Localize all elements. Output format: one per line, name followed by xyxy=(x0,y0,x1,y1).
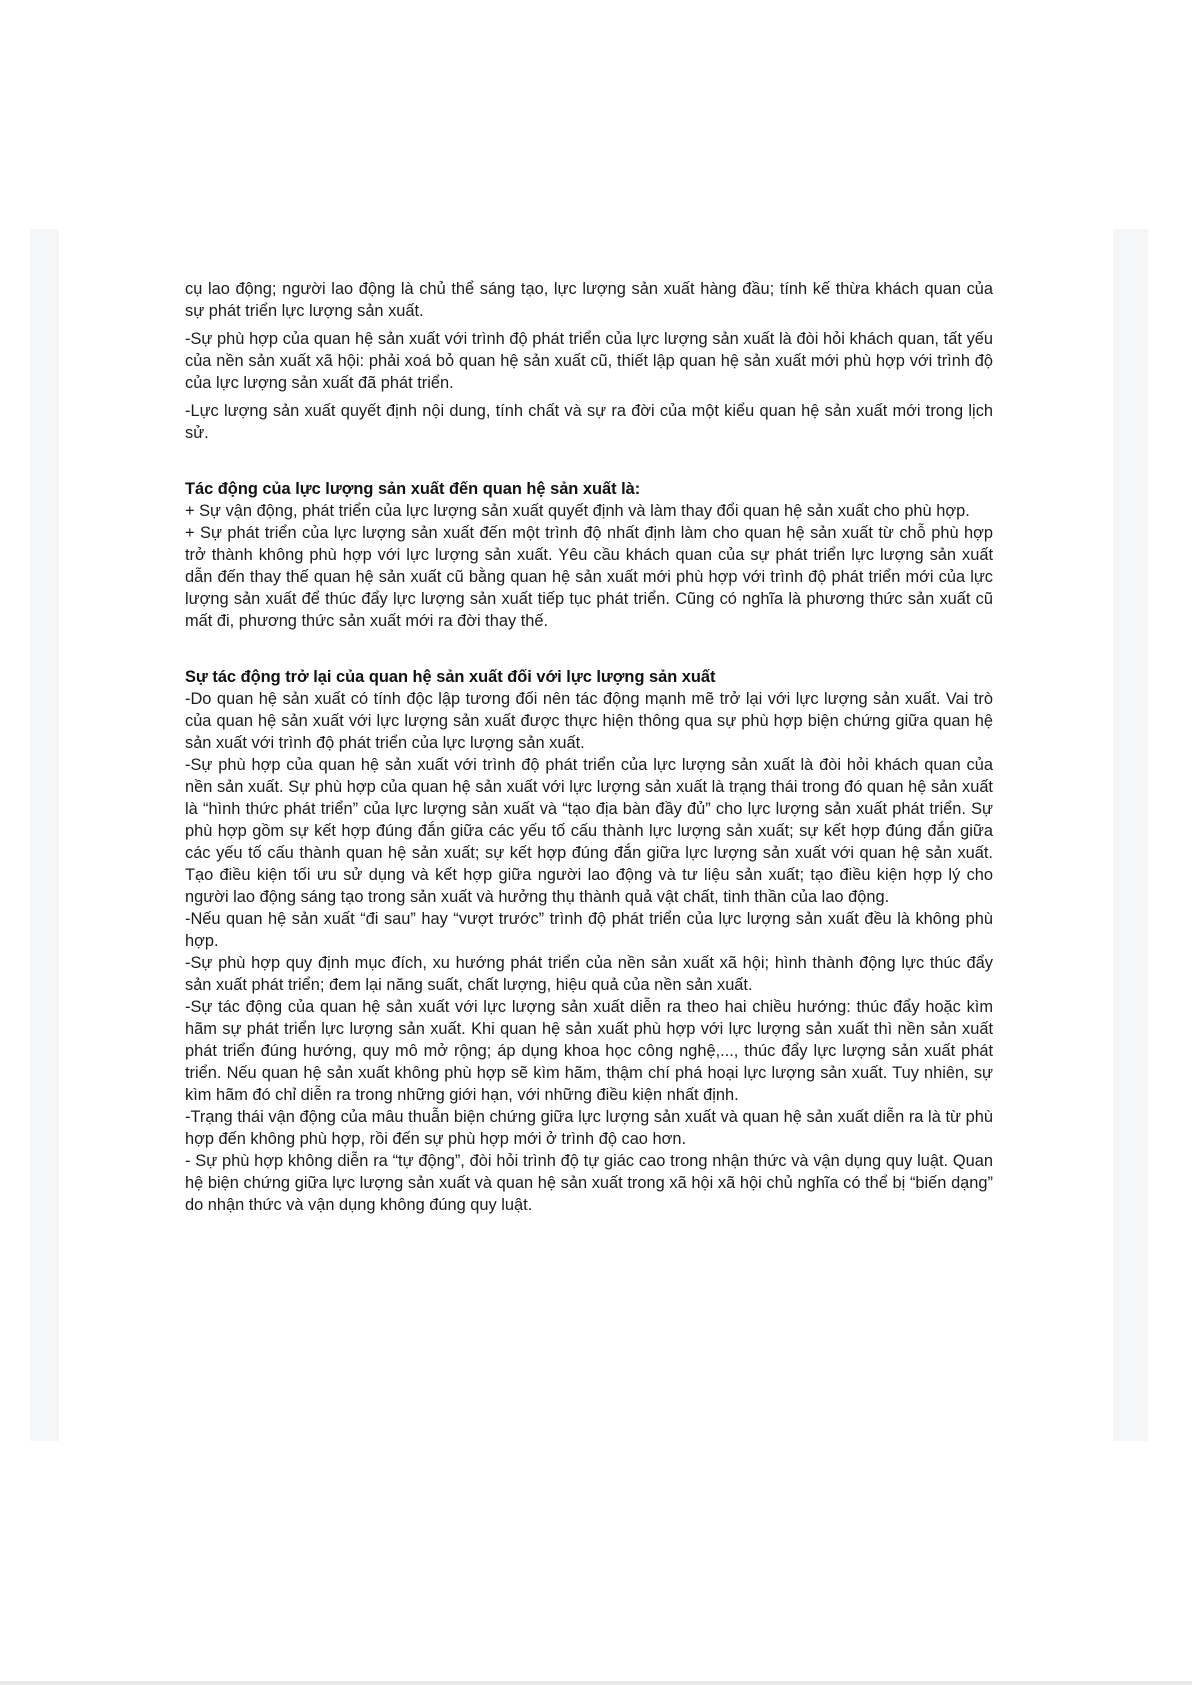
list-item: -Trạng thái vận động của mâu thuẫn biện chứng giữa lực lượng sản xuất và quan hệ sản xuất diễn ra là từ phù hợp đến không phù hợp, rồi đến sự phù hợp mới ở trình độ cao hơn. xyxy=(185,1108,993,1148)
list-item: -Sự phù hợp của quan hệ sản xuất với trình độ phát triển của lực lượng sản xuất là đòi hỏi khách quan của nền sản xuất. Sự phù hợp của quan hệ sản xuất với lực lượng sản xuất là trạng thái trong đó quan hệ sản xuất là “hình thức phát triển” của lực lượng sản xuất và “tạo địa bàn đầy đủ” cho lực lượng sản xuất phát triển. Sự phù hợp gồm sự kết hợp đúng đắn giữa các yếu tố cấu thành lực lượng sản xuất; sự kết hợp đúng đắn giữa các yếu tố cấu thành quan hệ sản xuất; sự kết hợp đúng đắn giữa lực lượng sản xuất với quan hệ sản xuất. Tạo điều kiện tối ưu sử dụng và kết hợp giữa người lao động và tư liệu sản xuất; tạo điều kiện hợp lý cho người lao động sáng tạo trong sản xuất và hưởng thụ thành quả vật chất, tinh thần của lao động. xyxy=(185,756,993,906)
list-item: + Sự vận động, phát triển của lực lượng sản xuất quyết định và làm thay đổi quan hệ sản xuất cho phù hợp. xyxy=(185,502,970,520)
list-item: + Sự phát triển của lực lượng sản xuất đến một trình độ nhất định làm cho quan hệ sản xuất từ chỗ phù hợp trở thành không phù hợp với lực lượng sản xuất. Yêu cầu khách quan của sự phát triển lực lượng sản xuất dẫn đến thay thế quan hệ sản xuất cũ bằng quan hệ sản xuất mới phù hợp với trình độ phát triển mới của lực lượng sản xuất để thúc đẩy lực lượng sản xuất tiếp tục phát triển. Cũng có nghĩa là phương thức sản xuất cũ mất đi, phương thức sản xuất mới ra đời thay thế. xyxy=(185,524,993,630)
list-item: -Sự phù hợp quy định mục đích, xu hướng phát triển của nền sản xuất xã hội; hình thành động lực thúc đẩy sản xuất phát triển; đem lại năng suất, chất lượng, hiệu quả của nền sản xuất. xyxy=(185,954,993,994)
list-item: -Do quan hệ sản xuất có tính độc lập tương đối nên tác động mạnh mẽ trở lại với lực lượng sản xuất. Vai trò của quan hệ sản xuất với lực lượng sản xuất được thực hiện thông qua sự phù hợp biện chứng giữa quan hệ sản xuất với trình độ phát triển của lực lượng sản xuất. xyxy=(185,690,993,752)
section-heading: Tác động của lực lượng sản xuất đến quan hệ sản xuất là: xyxy=(185,480,641,498)
list-item: -Sự tác động của quan hệ sản xuất với lực lượng sản xuất diễn ra theo hai chiều hướng: thúc đẩy hoặc kìm hãm sự phát triển lực lượng sản xuất. Khi quan hệ sản xuất phù hợp với lực lượng sản xuất thì nền sản xuất phát triển đúng hướng, quy mô mở rộng; áp dụng khoa học công nghệ,..., thúc đẩy lực lượng sản xuất phát triển. Nếu quan hệ sản xuất không phù hợp sẽ kìm hãm, thậm chí phá hoại lực lượng sản xuất. Tuy nhiên, sự kìm hãm đó chỉ diễn ra trong những giới hạn, với những điều kiện nhất định. xyxy=(185,998,993,1104)
paragraph: cụ lao động; người lao động là chủ thể sáng tạo, lực lượng sản xuất hàng đầu; tính kế thừa khách quan của sự phát triển lực lượng sản xuất. xyxy=(185,280,993,320)
document-content xyxy=(185,278,993,1216)
paragraph: -Sự phù hợp của quan hệ sản xuất với trình độ phát triển của lực lượng sản xuất là đòi hỏi khách quan, tất yếu của nền sản xuất xã hội: phải xoá bỏ quan hệ sản xuất cũ, thiết lập quan hệ sản xuất mới phù hợp với trình độ của lực lượng sản xuất đã phát triển. xyxy=(185,330,993,392)
bottom-divider xyxy=(0,1681,1192,1685)
list-item: -Nếu quan hệ sản xuất “đi sau” hay “vượt trước” trình độ phát triển của lực lượng sản xuất đều là không phù hợp. xyxy=(185,910,993,950)
list-item: - Sự phù hợp không diễn ra “tự động”, đòi hỏi trình độ tự giác cao trong nhận thức và vận dụng quy luật. Quan hệ biện chứng giữa lực lượng sản xuất và quan hệ sản xuất trong xã hội xã hội chủ nghĩa có thể bị “biến dạng” do nhận thức và vận dụng không đúng quy luật. xyxy=(185,1152,993,1214)
section-heading: Sự tác động trở lại của quan hệ sản xuất đối với lực lượng sản xuất xyxy=(185,668,716,686)
paragraph: -Lực lượng sản xuất quyết định nội dung, tính chất và sự ra đời của một kiểu quan hệ sản xuất mới trong lịch sử. xyxy=(185,402,993,442)
